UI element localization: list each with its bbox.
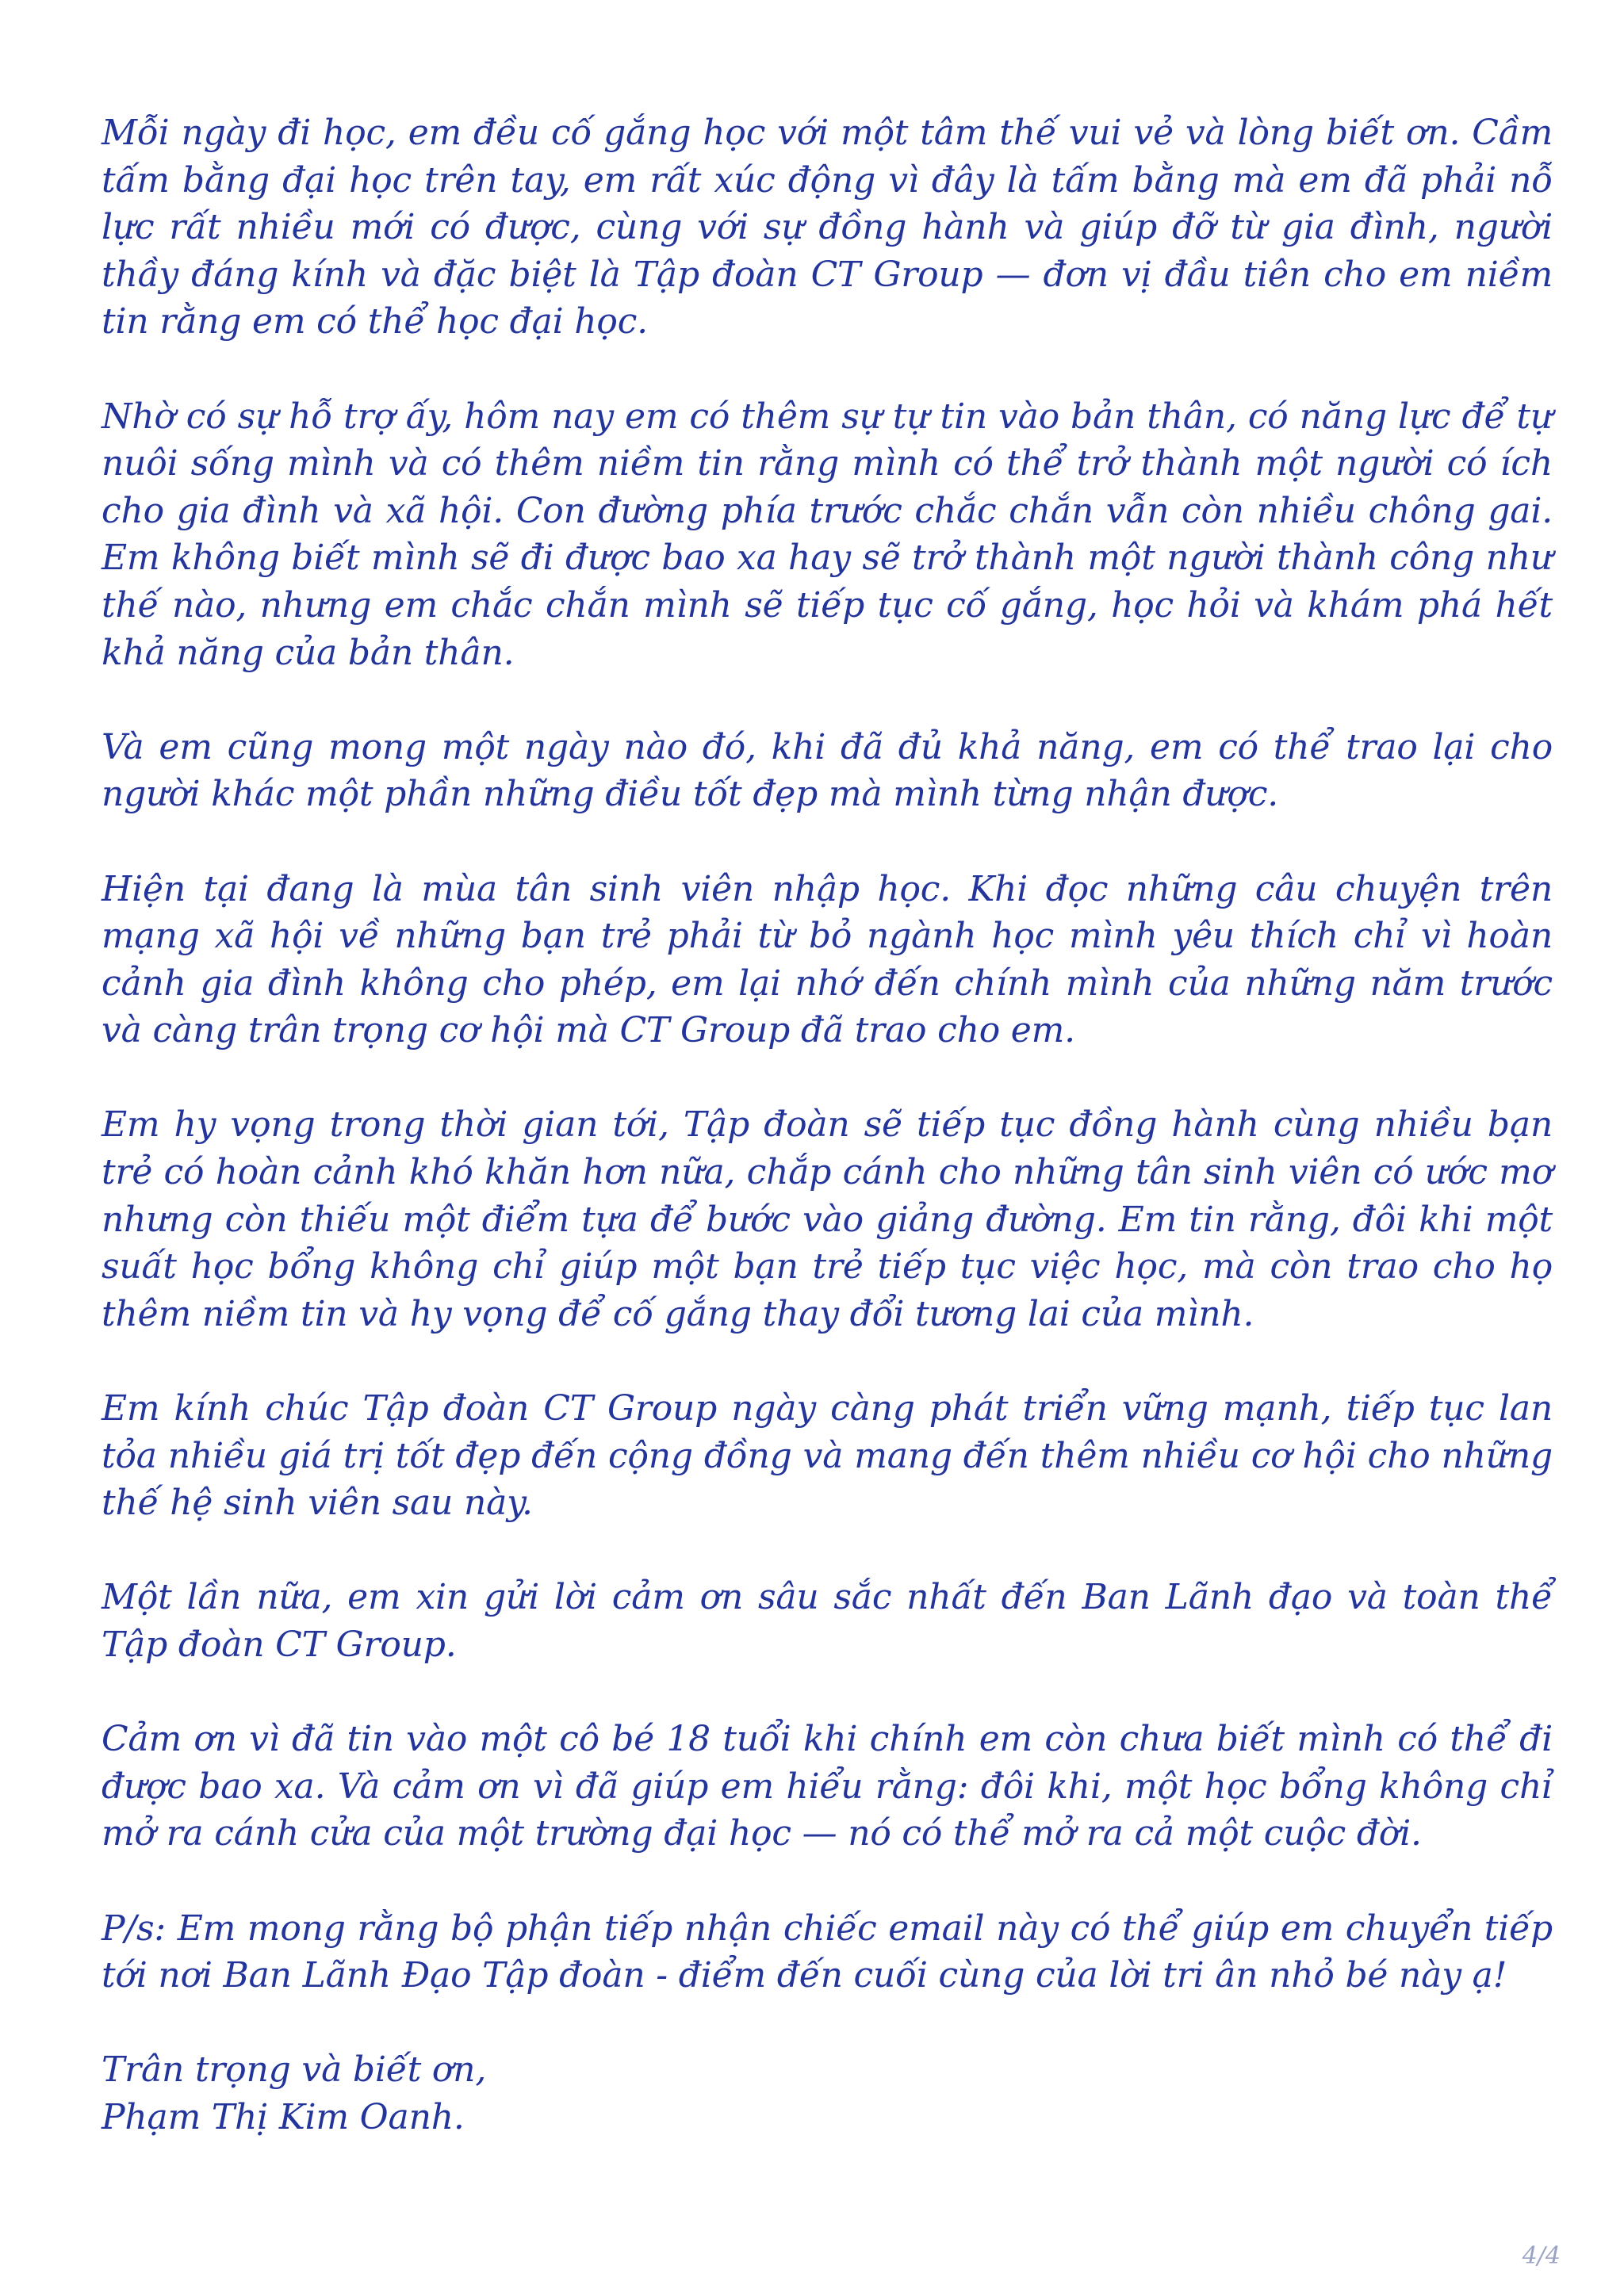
closing-line: Trân trọng và biết ơn,: [102, 2049, 487, 2091]
paragraph-reflection: Cảm ơn vì đã tin vào một cô bé 18 tuổi khi chính em còn chưa biết mình có thể đi được bao xa. Và cảm ơn vì đã giúp em hiểu rằng: đôi khi, một học bổng không chỉ mở ra cánh cửa của một trường đại học — nó có thể mở ra cả một cuộc đời.: [102, 1719, 1553, 1854]
paragraph-hope: Em hy vọng trong thời gian tới, Tập đoàn sẽ tiếp tục đồng hành cùng nhiều bạn trẻ có hoàn cảnh khó khăn hơn nữa, chắp cánh cho những tân sinh viên có ước mơ nhưng còn thiếu một điểm tựa để bước vào giảng đường. Em tin rằng, đôi khi một suất học bổng không chỉ giúp một bạn trẻ tiếp tục việc học, mà còn trao cho họ thêm niềm tin và hy vọng để cố gắng thay đổi tương lai của mình.: [102, 1104, 1553, 1334]
page-number: 4/4: [1522, 2242, 1561, 2270]
paragraph-give-back: Và em cũng mong một ngày nào đó, khi đã đủ khả năng, em có thể trao lại cho người khác một phần những điều tốt đẹp mà mình từng nhận được.: [102, 726, 1553, 815]
paragraph-gratitude: Mỗi ngày đi học, em đều cố gắng học với một tâm thế vui vẻ và lòng biết ơn. Cầm tấm bằng đại học trên tay, em rất xúc động vì đây là tấm bằng mà em đã phải nỗ lực rất nhiều mới có được, cùng với sự đồng hành và giúp đỡ từ gia đình, người thầy đáng kính và đặc biệt là Tập đoàn CT Group — đơn vị đầu tiên cho em niềm tin rằng em có thể học đại học.: [102, 113, 1553, 342]
paragraph-new-students: Hiện tại đang là mùa tân sinh viên nhập học. Khi đọc những câu chuyện trên mạng xã hội về những bạn trẻ phải từ bỏ ngành học mình yêu thích chỉ vì hoàn cảnh gia đình không cho phép, em lại nhớ đến chính mình của những năm trước và càng trân trọng cơ hội mà CT Group đã trao cho em.: [102, 868, 1553, 1051]
signature-name: Phạm Thị Kim Oanh.: [102, 2096, 465, 2137]
paragraph-postscript: P/s: Em mong rằng bộ phận tiếp nhận chiếc email này có thể giúp em chuyển tiếp tới nơi Ban Lãnh Đạo Tập đoàn - điểm đến cuối cùng của lời tri ân nhỏ bé này ạ!: [102, 1908, 1553, 1996]
paragraph-confidence: Nhờ có sự hỗ trợ ấy, hôm nay em có thêm sự tự tin vào bản thân, có năng lực để tự nuôi sống mình và có thêm niềm tin rằng mình có thể trở thành một người có ích cho gia đình và xã hội. Con đường phía trước chắc chắn vẫn còn nhiều chông gai. Em không biết mình sẽ đi được bao xa hay sẽ trở thành một người thành công như thế nào, nhưng em chắc chắn mình sẽ tiếp tục cố gắng, học hỏi và khám phá hết khả năng của bản thân.: [102, 396, 1553, 673]
signoff: [102, 2046, 1553, 2141]
paragraph-thanks: Một lần nữa, em xin gửi lời cảm ơn sâu sắc nhất đến Ban Lãnh đạo và toàn thể Tập đoàn CT Group.: [102, 1577, 1553, 1665]
letter-body: [102, 109, 1553, 2141]
paragraph-wishes: Em kính chúc Tập đoàn CT Group ngày càng phát triển vững mạnh, tiếp tục lan tỏa nhiều giá trị tốt đẹp đến cộng đồng và mang đến thêm nhiều cơ hội cho những thế hệ sinh viên sau này.: [102, 1388, 1553, 1524]
